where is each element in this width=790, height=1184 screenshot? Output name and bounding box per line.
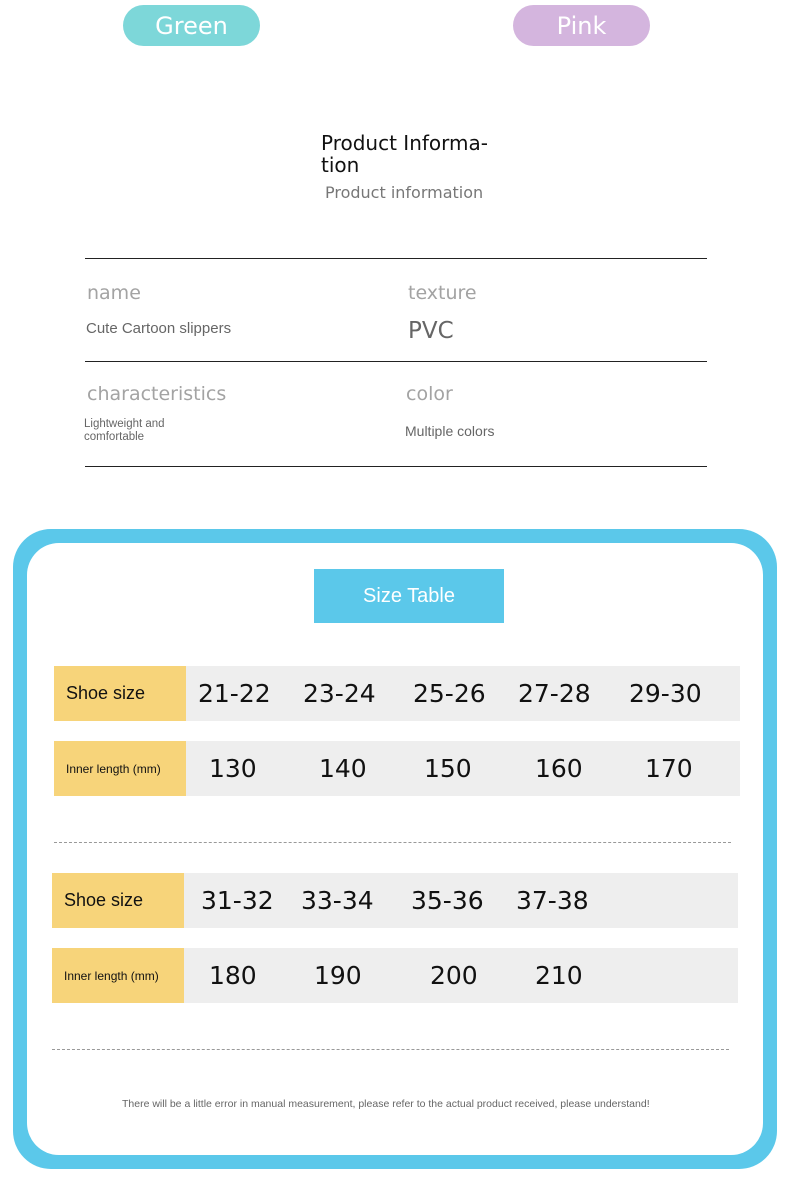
table-cell: 31-32 bbox=[201, 886, 274, 915]
field-label-characteristics: characteristics bbox=[87, 383, 227, 405]
color-option-pink[interactable]: Pink bbox=[513, 5, 650, 46]
table-cell: 130 bbox=[209, 754, 257, 783]
table-cell: 150 bbox=[424, 754, 472, 783]
table-cell: 33-34 bbox=[301, 886, 374, 915]
divider bbox=[85, 466, 707, 467]
table-cell: 190 bbox=[314, 961, 362, 990]
field-label-color: color bbox=[406, 383, 453, 405]
table-cell: 27-28 bbox=[518, 679, 591, 708]
table-cell: 210 bbox=[535, 961, 583, 990]
table-row bbox=[52, 948, 738, 1003]
table-cell: 180 bbox=[209, 961, 257, 990]
table-cell: 140 bbox=[319, 754, 367, 783]
field-value-characteristics: Lightweight and comfortable bbox=[84, 418, 165, 443]
table-cell: 29-30 bbox=[629, 679, 702, 708]
divider bbox=[85, 258, 707, 259]
table-cell: 23-24 bbox=[303, 679, 376, 708]
dashed-divider bbox=[54, 842, 731, 843]
field-value-name: Cute Cartoon slippers bbox=[86, 320, 232, 337]
table-row bbox=[54, 741, 740, 796]
row-header-shoe-size: Shoe size bbox=[54, 666, 186, 721]
size-table-card bbox=[27, 543, 763, 1155]
color-option-green[interactable]: Green bbox=[123, 5, 260, 46]
row-header-inner-length: Inner length (mm) bbox=[52, 948, 184, 1003]
product-info-title: Product Informa-tion bbox=[321, 131, 488, 177]
table-cell: 170 bbox=[645, 754, 693, 783]
row-header-inner-length: Inner length (mm) bbox=[54, 741, 186, 796]
row-header-shoe-size: Shoe size bbox=[52, 873, 184, 928]
size-table-title: Size Table bbox=[314, 569, 504, 623]
table-row bbox=[54, 666, 740, 721]
field-value-texture: PVC bbox=[408, 318, 454, 344]
divider bbox=[85, 361, 707, 362]
size-table-frame bbox=[13, 529, 777, 1169]
field-label-name: name bbox=[87, 282, 141, 304]
table-cell: 160 bbox=[535, 754, 583, 783]
table-cell: 25-26 bbox=[413, 679, 486, 708]
table-cell: 37-38 bbox=[516, 886, 589, 915]
field-label-texture: texture bbox=[408, 282, 477, 304]
dashed-divider bbox=[52, 1049, 729, 1050]
table-row bbox=[52, 873, 738, 928]
measurement-note: There will be a little error in manual measurement, please refer to the actual product received, please understand! bbox=[122, 1098, 650, 1110]
field-value-color: Multiple colors bbox=[405, 423, 495, 439]
product-info-subtitle: Product information bbox=[325, 183, 484, 202]
table-cell: 21-22 bbox=[198, 679, 271, 708]
table-cell: 35-36 bbox=[411, 886, 484, 915]
table-cell: 200 bbox=[430, 961, 478, 990]
